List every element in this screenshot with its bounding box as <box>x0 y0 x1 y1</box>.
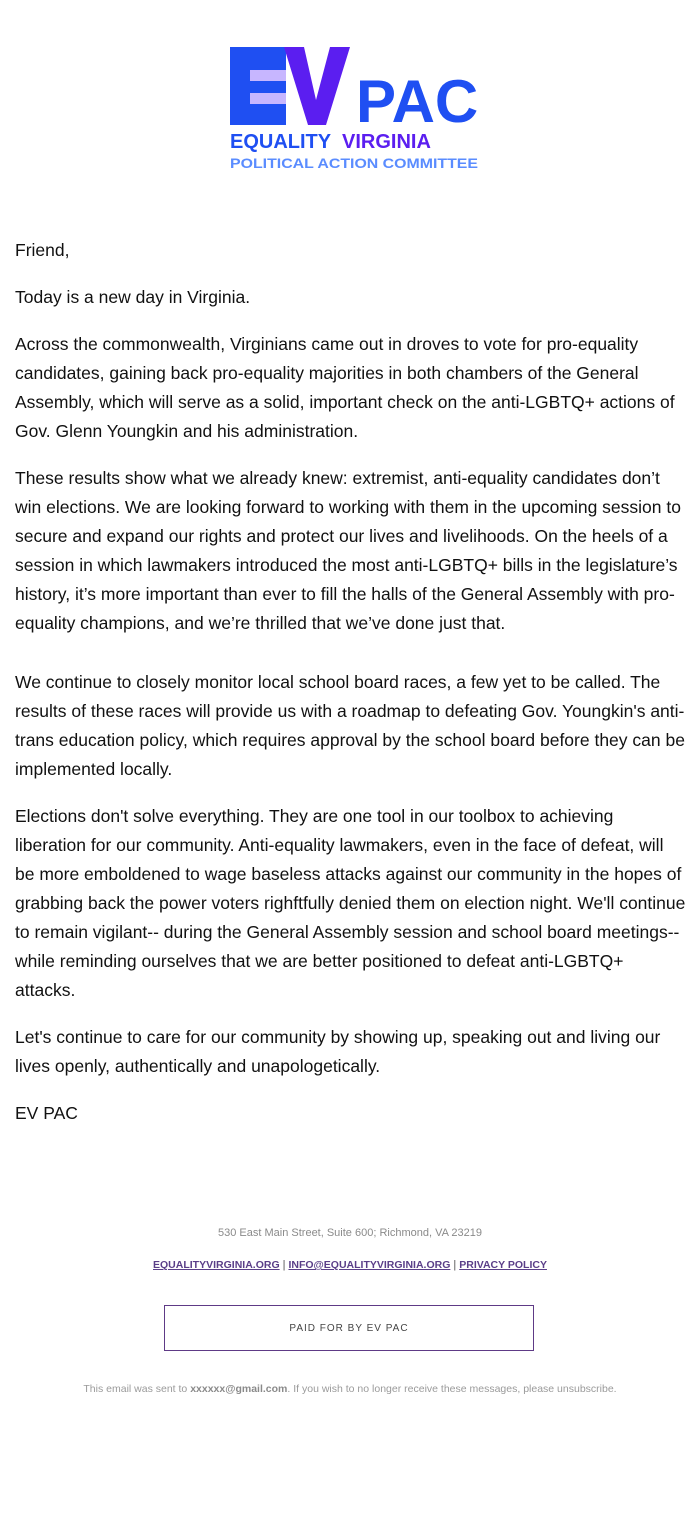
sent-notice <box>0 1383 700 1395</box>
ev-pac-logo <box>0 44 700 174</box>
email-link[interactable]: INFO@EQUALITYVIRGINIA.ORG <box>288 1259 451 1271</box>
paragraph-3: These results show what we already knew: extremist, anti-equality candidates don’t win elections. We are looking forward to working with them in the upcoming session to secure and expand our rights and protect our lives and livelihoods. On the heels of a session in which lawmakers introduced the most anti-LGBTQ+ bills in the legislature’s history, it’s more important than ever to fill the halls of the General Assembly with pro-equality champions, and we’re thrilled that we’ve done just that. <box>15 468 681 633</box>
privacy-policy-link[interactable]: PRIVACY POLICY <box>459 1259 547 1271</box>
logo-e-bar-top <box>250 70 286 81</box>
website-link[interactable]: EQUALITYVIRGINIA.ORG <box>153 1259 280 1271</box>
ev-pac-logo-graphic <box>220 44 480 174</box>
signature: EV PAC <box>15 1103 78 1123</box>
logo-committee-text: POLITICAL ACTION COMMITTEE <box>230 155 478 171</box>
sent-suffix: . If you wish to no longer receive these messages, please unsubscribe. <box>287 1383 617 1395</box>
logo-equality-text: EQUALITY <box>230 131 332 153</box>
link-separator: | <box>282 1259 286 1271</box>
footer-links <box>0 1259 700 1271</box>
paragraph-2: Across the commonwealth, Virginians came out in droves to vote for pro-equality candidates, gaining back pro-equality majorities in both chambers of the General Assembly, which will serve as a solid, important check on the anti-LGBTQ+ actions of Gov. Glenn Youngkin and his administration. <box>15 334 675 441</box>
logo-e-bar-bottom <box>250 93 286 104</box>
logo-virginia-text: VIRGINIA <box>342 131 431 153</box>
greeting: Friend, <box>15 240 70 260</box>
logo-e-block <box>230 47 286 125</box>
footer-address: 530 East Main Street, Suite 600; Richmond, VA 23219 <box>218 1227 482 1239</box>
paragraph-5: Elections don't solve everything. They are one tool in our toolbox to achieving liberation for our community. Anti-equality lawmakers, even in the face of defeat, will be more emboldened to wage baseless attacks against our community in the hopes of grabbing back the power voters righftfully denied them on election night. We'll continue to remain vigilant-- during the General Assembly session and school board meetings-- while reminding ourselves that we are better positioned to defeat anti-LGBTQ+ attacks. <box>15 806 686 1000</box>
email-body <box>15 236 687 1146</box>
paragraph-6: Let's continue to care for our community by showing up, speaking out and living our lives openly, authentically and unapologetically. <box>15 1027 661 1076</box>
link-separator: | <box>453 1259 457 1271</box>
paragraph-4: We continue to closely monitor local school board races, a few yet to be called. The results of these races will provide us with a roadmap to defeating Gov. Youngkin's anti-trans education policy, which requires approval by the school board before they can be implemented locally. <box>15 672 685 779</box>
paid-for-text: PAID FOR BY EV PAC <box>289 1322 409 1334</box>
sent-prefix: This email was sent to <box>83 1383 188 1395</box>
logo-pac-text: PAC <box>356 68 479 135</box>
recipient-email: xxxxxx@gmail.com <box>190 1383 288 1395</box>
logo-v-shape <box>284 47 350 125</box>
paid-for-disclaimer <box>164 1305 534 1351</box>
paragraph-1: Today is a new day in Virginia. <box>15 287 251 307</box>
